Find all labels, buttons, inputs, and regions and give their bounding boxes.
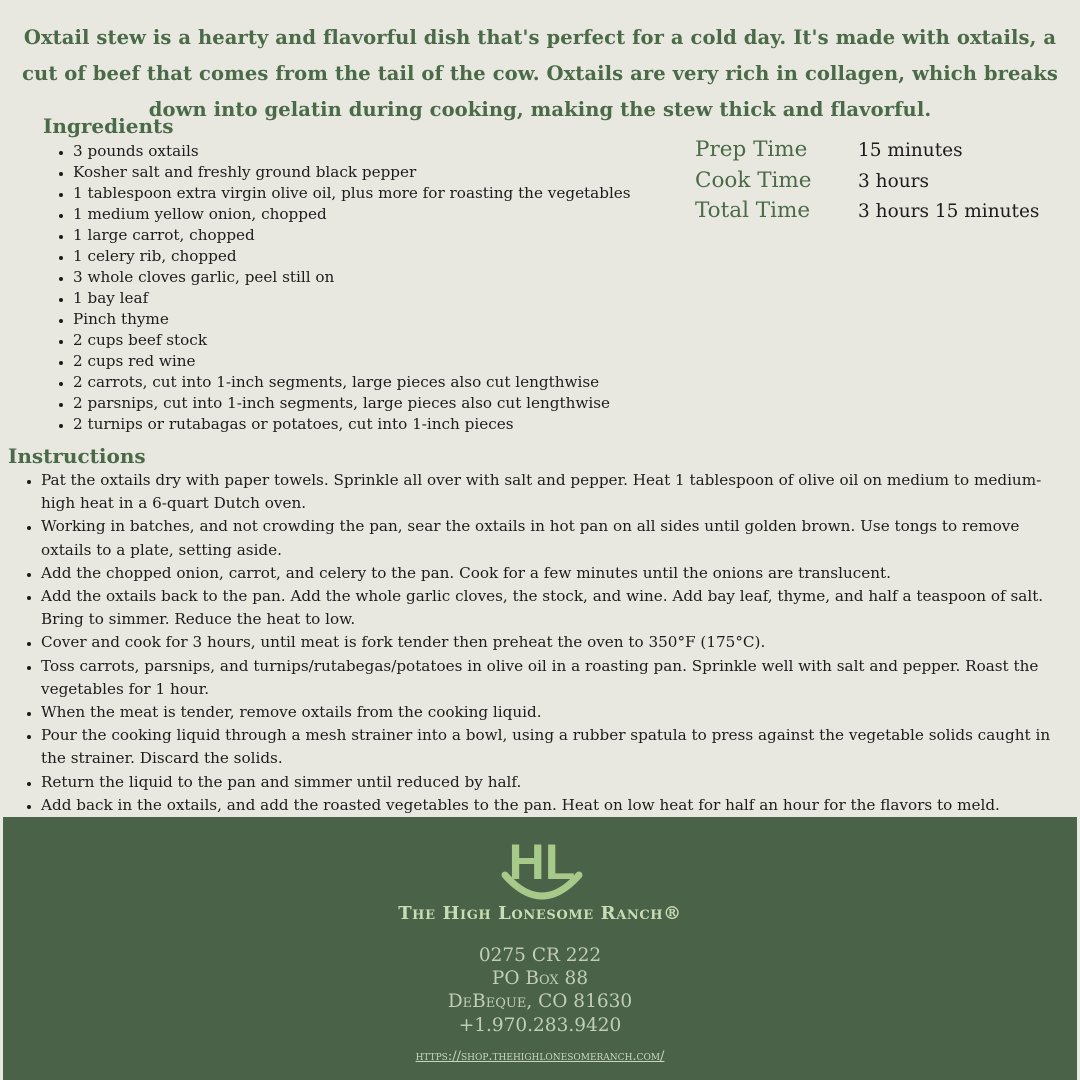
address-po-box: PO Box 88 [491,968,589,989]
cook-time-label: Cook Time [695,167,812,193]
instruction-step: • Add the chopped onion, carrot, and celery to the pan. Cook for a few minutes until the onions are translucent. [41,562,1071,585]
instruction-step: • Pour the cooking liquid through a mesh strainer into a bowl, using a rubber spatula to press against the vegetable solids caught in the strainer. Discard the solids. [41,724,1071,770]
instructions-heading: Instructions [8,444,146,468]
address-city: DeBeque, CO 81630 [447,991,633,1012]
ingredient-item: • 2 parsnips, cut into 1-inch segments, large pieces also cut lengthwise [73,393,693,414]
logo-monogram: HL [508,834,576,890]
instruction-step: • Return the liquid to the pan and simmer until reduced by half. [41,771,1071,794]
ingredient-item: • 2 turnips or rutabagas or potatoes, cut into 1-inch pieces [73,414,693,435]
cook-time-value: 3 hours [858,170,929,192]
phone-number: +1.970.283.9420 [458,1015,622,1036]
instruction-step: • Add the oxtails back to the pan. Add the whole garlic cloves, the stock, and wine. Add bay leaf, thyme, and half a teaspoon of salt. Bring to simmer. Reduce the heat to low. [41,585,1071,631]
instruction-step: • Cover and cook for 3 hours, until meat is fork tender then preheat the oven to 350°F (175°C). [41,631,1071,654]
instruction-step: • Toss carrots, parsnips, and turnips/rutabegas/potatoes in olive oil in a roasting pan. Sprinkle well with salt and pepper. Roast the vegetables for 1 hour. [41,655,1071,701]
ingredient-item: • 3 pounds oxtails [73,141,693,162]
total-time-label: Total Time [695,198,811,223]
ingredient-item: • 1 celery rib, chopped [73,246,693,267]
address-street: 0275 CR 222 [478,945,602,966]
intro-paragraph: Oxtail stew is a hearty and flavorful dish that's perfect for a cold day. It's made with oxtails, a cut of beef that comes from the tail of the cow. Oxtails are very rich in collagen, which breaks down into gelatin during cooking, making the stew thick and flavorful. [22,26,1058,121]
ranch-logo-icon [497,827,587,907]
prep-time-row [695,137,1039,168]
ranch-name: The High Lonesome Ranch® [398,903,682,924]
instruction-step: • Working in batches, and not crowding the pan, sear the oxtails in hot pan on all sides until golden brown. Use tongs to remove oxtails to a plate, setting aside. [41,515,1071,561]
ingredients-list [55,141,693,435]
ingredient-item: • 2 cups red wine [73,351,693,372]
shop-link[interactable]: https://shop.thehighlonesomeranch.com/ [415,1049,665,1064]
ingredient-item: • 2 cups beef stock [73,330,693,351]
ingredient-item: • Pinch thyme [73,309,693,330]
ingredient-item: • 1 medium yellow onion, chopped [73,204,693,225]
ingredient-item: • 2 carrots, cut into 1-inch segments, large pieces also cut lengthwise [73,372,693,393]
instruction-step: • Add back in the oxtails, and add the roasted vegetables to the pan. Heat on low heat for half an hour for the flavors to meld. [41,794,1071,817]
prep-time-value: 15 minutes [858,140,963,161]
instruction-step: • Pat the oxtails dry with paper towels. Sprinkle all over with salt and pepper. Heat 1 tablespoon of olive oil on medium to medium-high heat in a 6-quart Dutch oven. [41,469,1071,515]
ingredient-item: • 3 whole cloves garlic, peel still on [73,267,693,288]
instruction-step: • When the meat is tender, remove oxtails from the cooking liquid. [41,701,1071,724]
ingredient-item: • 1 tablespoon extra virgin olive oil, plus more for roasting the vegetables [73,183,693,204]
ingredient-item: • Kosher salt and freshly ground black pepper [73,162,693,183]
ingredient-item: • 1 large carrot, chopped [73,225,693,246]
instructions-list [23,469,1071,817]
recipe-times [695,137,1039,229]
total-time-value: 3 hours 15 minutes [858,201,1040,222]
ingredient-item: • 1 bay leaf [73,288,693,309]
ingredients-heading: Ingredients [43,114,174,138]
total-time-row [695,198,1039,229]
prep-time-label: Prep Time [695,137,808,162]
cook-time-row [695,168,1039,199]
